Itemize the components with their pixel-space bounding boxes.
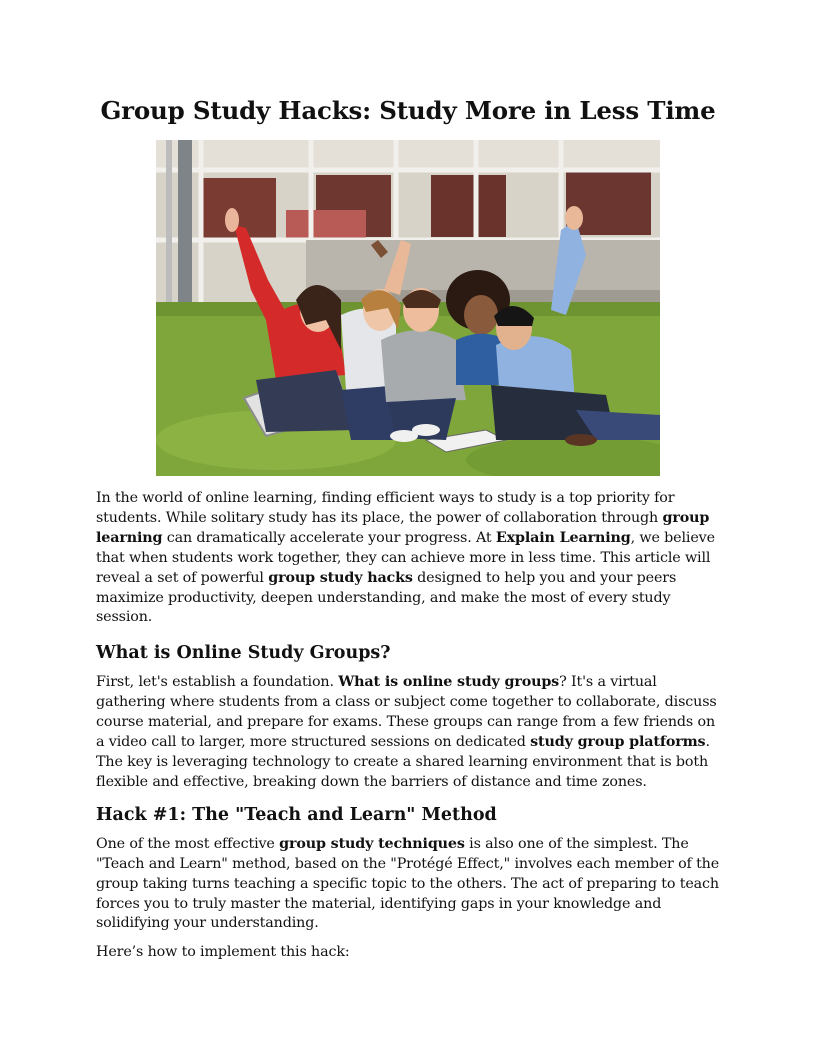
section-heading-hack-1: Hack #1: The "Teach and Learn" Method bbox=[96, 804, 497, 825]
keyword-what-is-online-study-groups: What is online study groups bbox=[338, 674, 560, 691]
hack-1-paragraph: One of the most effective group study techniques is also one of the simplest. The "Teach and Learn" method, based on the "Protégé Effect," involves each member of the group taking turns teaching a specific topic to the others. The act of preparing to teach forces you to truly master the material, identifying gaps in your knowledge and solidifying your understanding. bbox=[96, 835, 720, 932]
keyword-study-group-platforms: study group platforms bbox=[530, 734, 706, 751]
article bbox=[96, 94, 720, 963]
keyword-group-study-techniques: group study techniques bbox=[279, 835, 465, 852]
section-heading-online-study-groups: What is Online Study Groups? bbox=[96, 643, 391, 664]
hero-photo-students bbox=[156, 140, 660, 476]
intro-paragraph: In the world of online learning, finding efficient ways to study is a top priority for students. While solitary study has its place, the power of collaboration through group learning can dramatically accelerate your progress. At Explain Learning, we believe that when students work together, they can achieve more in less time. This article will reveal a set of powerful group study hacks designed to help you and your peers maximize productivity, deepen understanding, and make the most of every study session. bbox=[96, 490, 715, 626]
implement-hack-intro: Here’s how to implement this hack: bbox=[96, 944, 350, 961]
online-study-groups-paragraph: First, let's establish a foundation. What is online study groups? It's a virtual gathering where students from a class or subject come together to collaborate, discuss course material, and prepare for exams. These groups can range from a few friends on a video call to larger, more structured sessions on dedicated study group platforms. The key is leveraging technology to create a shared learning environment that is both flexible and effective, breaking down the barriers of distance and time zones. bbox=[96, 674, 717, 790]
keyword-group-study-hacks: group study hacks bbox=[268, 569, 413, 586]
keyword-group-learning: group learning bbox=[96, 509, 710, 546]
article-title: Group Study Hacks: Study More in Less Time bbox=[100, 96, 716, 125]
keyword-explain-learning: Explain Learning bbox=[495, 529, 631, 546]
